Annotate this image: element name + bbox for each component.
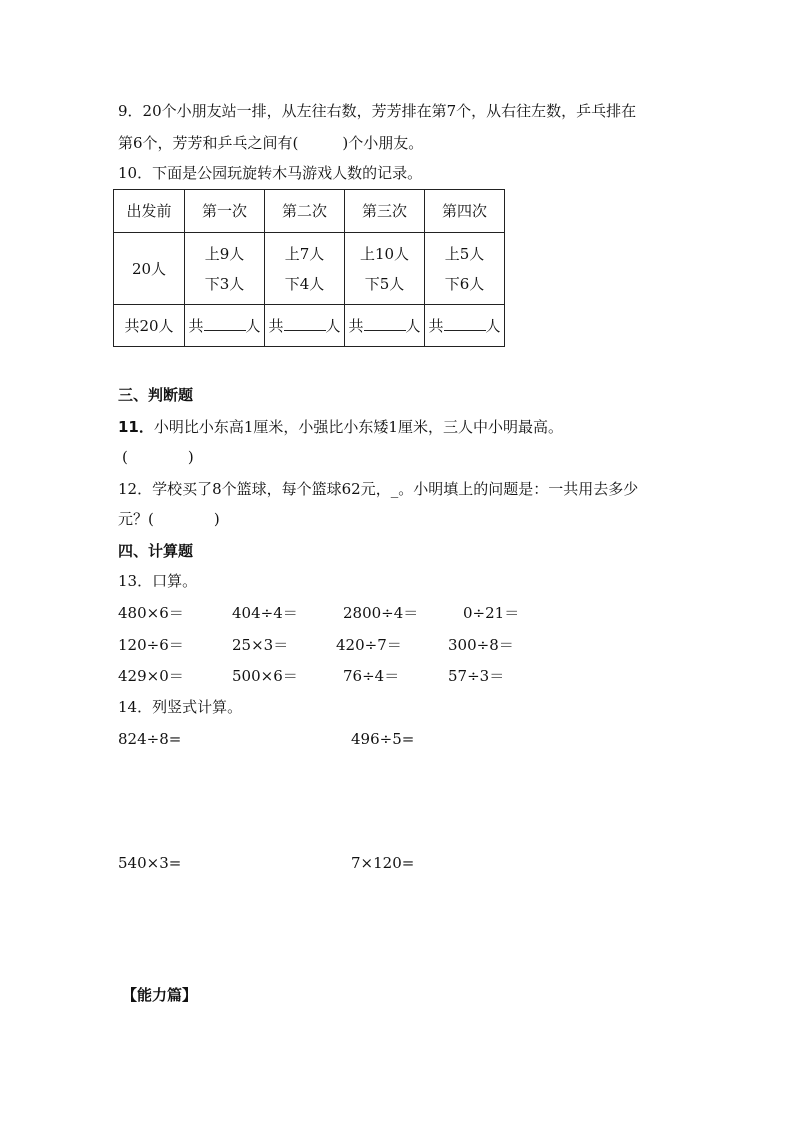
q14-title <box>118 697 242 717</box>
total-prefix: 共 <box>268 316 284 335</box>
q14-problem: 824÷8= <box>118 730 182 748</box>
up-count: 上5人 <box>444 244 485 263</box>
q9-line2-end: )个小朋友。 <box>342 134 424 152</box>
answer-blank[interactable] <box>284 316 326 331</box>
header-cell: 第三次 <box>345 190 425 233</box>
q14-problem: 496÷5= <box>351 730 415 748</box>
total-blank-cell[interactable] <box>185 305 265 347</box>
q11-answer[interactable] <box>122 447 194 467</box>
down-count: 下5人 <box>364 274 405 293</box>
up-count: 上9人 <box>204 244 245 263</box>
q9-line2-start: 第6个，芳芳和乒乓之间有( <box>118 134 299 152</box>
header-cell: 出发前 <box>114 190 185 233</box>
q11-num: 11． <box>118 418 154 436</box>
q11-text: 小明比小东高1厘米，小强比小东矮1厘米，三人中小明最高。 <box>153 418 563 436</box>
header-cell: 第四次 <box>425 190 505 233</box>
change-cell <box>265 233 345 305</box>
q13-problem: 420÷7＝ <box>336 636 402 654</box>
total-suffix: 人 <box>485 316 501 335</box>
q13-problem: 25×3＝ <box>232 636 289 654</box>
total-blank-cell[interactable] <box>345 305 425 347</box>
q13-problem: 500×6＝ <box>232 667 298 685</box>
down-count: 下4人 <box>284 274 325 293</box>
q13-title: 13．口算。 <box>118 572 198 590</box>
total-first-cell: 共20人 <box>114 305 185 347</box>
answer-blank[interactable] <box>204 316 246 331</box>
answer-blank[interactable] <box>364 316 406 331</box>
down-count: 下3人 <box>204 274 245 293</box>
paren-close: ) <box>187 448 194 466</box>
q12-line2-end: ) <box>213 510 220 528</box>
total-blank-cell[interactable] <box>425 305 505 347</box>
record-table <box>113 189 505 347</box>
q14-problem: 540×3= <box>118 854 182 872</box>
q12-line1: 12．学校买了8个篮球，每个篮球62元，_。小明填上的问题是：一共用去多少 <box>118 480 639 498</box>
header-cell: 第一次 <box>185 190 265 233</box>
q14-title-text: 14．列竖式计算。 <box>118 698 243 716</box>
total-blank-cell[interactable] <box>265 305 345 347</box>
section4-title: 四、计算题 <box>118 542 194 560</box>
paren-open: ( <box>122 448 128 466</box>
q9-line1: 9．20个小朋友站一排，从左往右数，芳芳排在第7个，从右往左数，乒乓排在 <box>118 102 637 120</box>
up-count: 上7人 <box>284 244 325 263</box>
q11-line <box>118 417 563 437</box>
down-count: 下6人 <box>444 274 485 293</box>
q13-problem: 404÷4＝ <box>232 604 298 622</box>
q12-line2 <box>118 509 220 529</box>
q13-problem: 2800÷4＝ <box>343 604 419 622</box>
total-prefix: 共 <box>348 316 364 335</box>
q13-problem: 76÷4＝ <box>343 667 400 685</box>
q12-line2-start: 元？( <box>118 510 154 528</box>
change-cell <box>345 233 425 305</box>
up-count: 上10人 <box>359 244 410 263</box>
total-suffix: 人 <box>245 316 261 335</box>
start-count-cell: 20人 <box>114 233 185 305</box>
section3-title: 三、判断题 <box>118 386 194 404</box>
total-suffix: 人 <box>325 316 341 335</box>
total-suffix: 人 <box>405 316 421 335</box>
total-prefix: 共 <box>428 316 444 335</box>
q14-problem: 7×120= <box>351 854 415 872</box>
total-prefix: 共 <box>188 316 204 335</box>
change-cell <box>425 233 505 305</box>
q9-line2 <box>118 133 423 153</box>
change-cell <box>185 233 265 305</box>
q13-problem: 300÷8＝ <box>448 636 514 654</box>
q13-problem: 480×6＝ <box>118 604 184 622</box>
header-cell: 第二次 <box>265 190 345 233</box>
answer-blank[interactable] <box>444 316 486 331</box>
ability-section-title: 【能力篇】 <box>122 986 198 1004</box>
q13-problem: 120÷6＝ <box>118 636 184 654</box>
q13-problem: 0÷21＝ <box>463 604 520 622</box>
q13-problem: 429×0＝ <box>118 667 184 685</box>
q10-intro: 10．下面是公园玩旋转木马游戏人数的记录。 <box>118 164 423 182</box>
q13-problem: 57÷3＝ <box>448 667 505 685</box>
